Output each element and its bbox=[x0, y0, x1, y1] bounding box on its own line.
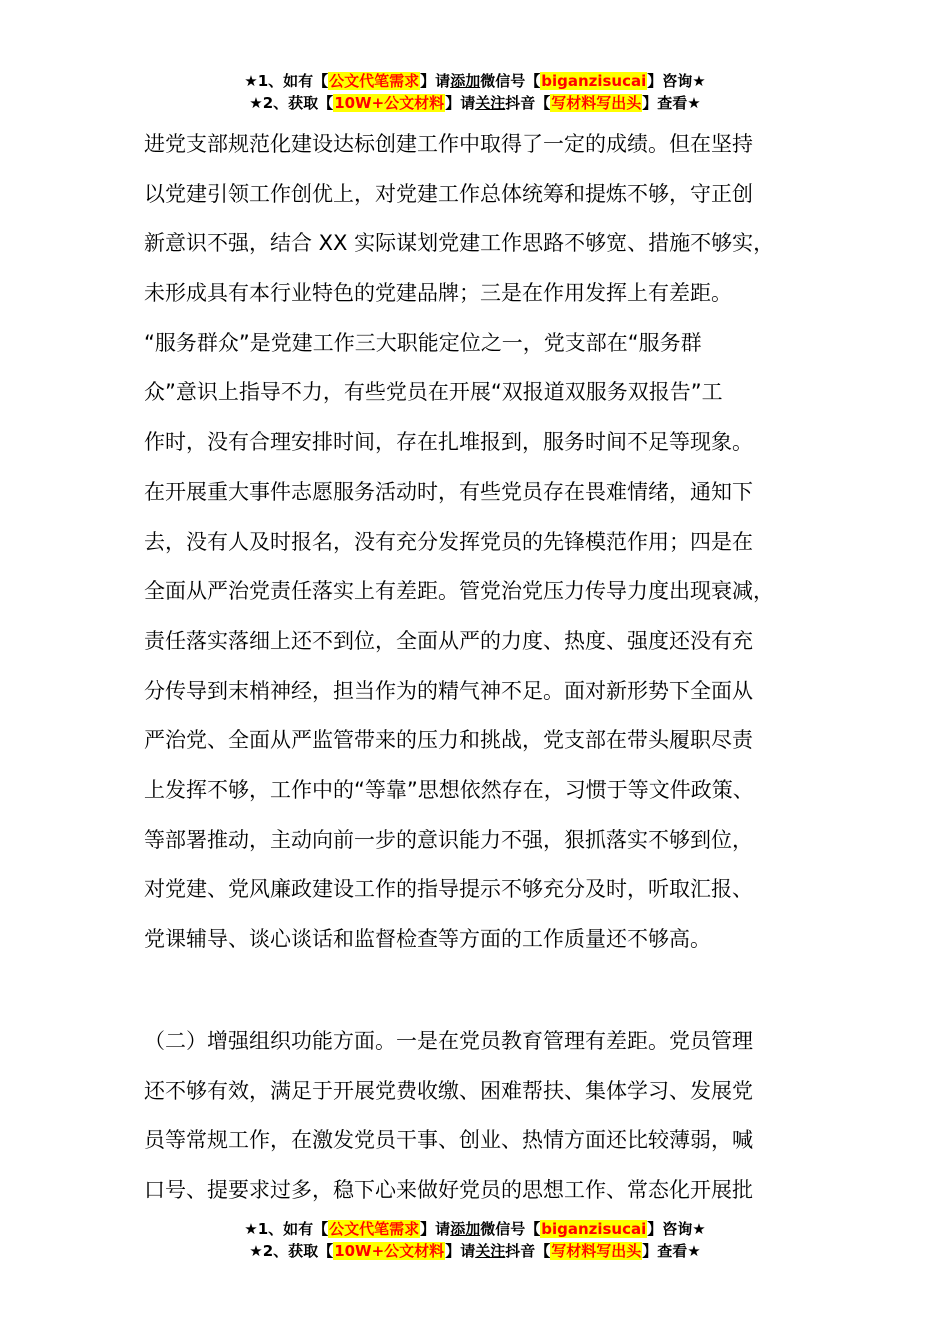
promo-highlight-douyin: 写材料写出头 bbox=[551, 94, 642, 112]
promo-line-2-mid: 】请 bbox=[445, 94, 476, 112]
promo-line-2-suffix: 】查看★ bbox=[642, 1242, 701, 1260]
promo-line-1-suffix: 】咨询★ bbox=[647, 72, 706, 90]
promo-line-2-mid2: 抖音【 bbox=[505, 1242, 551, 1260]
promo-highlight-douyin: 写材料写出头 bbox=[551, 1242, 642, 1260]
promo-line-2-mid: 】请 bbox=[445, 1242, 476, 1260]
promo-line-1-mid2: 微信号【 bbox=[480, 1220, 541, 1238]
promo-line-1 bbox=[0, 1218, 950, 1240]
promo-highlight-materials: 10W+公文材料 bbox=[334, 94, 445, 112]
promo-highlight-wechat-id: biganzisucai bbox=[541, 72, 647, 90]
promo-line-2-suffix: 】查看★ bbox=[642, 94, 701, 112]
promo-underlined-add: 添加 bbox=[450, 72, 481, 90]
promo-line-1 bbox=[0, 70, 950, 92]
text-line: 新意识不强，结合 XX 实际谋划党建工作思路不够宽、措施不够实， bbox=[144, 231, 775, 256]
promo-line-2-prefix: ★2、获取【 bbox=[249, 1242, 334, 1260]
text-line: 作时，没有合理安排时间，存在扎堆报到，服务时间不足等现象。 bbox=[144, 430, 753, 455]
text-line: 分传导到末梢神经，担当作为的精气神不足。面对新形势下全面从 bbox=[144, 678, 753, 703]
promo-line-2 bbox=[0, 92, 950, 114]
text-line: 口号、提要求过多，稳下心来做好党员的思想工作、常态化开展批 bbox=[144, 1178, 753, 1203]
promo-line-2-mid2: 抖音【 bbox=[505, 94, 551, 112]
promo-line-1-mid: 】请 bbox=[420, 1220, 451, 1238]
promo-highlight-wechat-id: biganzisucai bbox=[541, 1220, 647, 1238]
promo-underlined-add: 添加 bbox=[450, 1220, 481, 1238]
promo-underlined-follow: 关注 bbox=[475, 94, 506, 112]
promo-line-1-mid: 】请 bbox=[420, 72, 451, 90]
text-line: 等部署推动，主动向前一步的意识能力不强，狠抓落实不够到位， bbox=[144, 827, 753, 852]
promo-underlined-follow: 关注 bbox=[475, 1242, 506, 1260]
text-line: 严治党、全面从严监管带来的压力和挑战，党支部在带头履职尽责 bbox=[144, 728, 753, 753]
text-line: 去，没有人及时报名，没有充分发挥党员的先锋模范作用；四是在 bbox=[144, 529, 753, 554]
document-paragraph-1 bbox=[144, 120, 834, 965]
text-line: 全面从严治党责任落实上有差距。管党治党压力传导力度出现衰减， bbox=[144, 579, 774, 604]
promo-highlight-ghostwriting: 公文代笔需求 bbox=[329, 72, 420, 90]
promo-line-1-prefix: ★1、如有【 bbox=[244, 1220, 329, 1238]
promo-line-1-mid2: 微信号【 bbox=[480, 72, 541, 90]
promo-line-1-prefix: ★1、如有【 bbox=[244, 72, 329, 90]
text-line: 以党建引领工作创优上，对党建工作总体统筹和提炼不够，守正创 bbox=[144, 181, 753, 206]
promo-highlight-ghostwriting: 公文代笔需求 bbox=[329, 1220, 420, 1238]
footer-promo-banner bbox=[0, 1218, 950, 1262]
header-promo-banner bbox=[0, 70, 950, 114]
text-line: 未形成具有本行业特色的党建品牌；三是在作用发挥上有差距。 bbox=[144, 281, 732, 306]
promo-line-2-prefix: ★2、获取【 bbox=[249, 94, 334, 112]
text-line: 还不够有效，满足于开展党费收缴、困难帮扶、集体学习、发展党 bbox=[144, 1078, 753, 1103]
text-line: （二）增强组织功能方面。一是在党员教育管理有差距。党员管理 bbox=[144, 1029, 753, 1053]
promo-line-2 bbox=[0, 1240, 950, 1262]
promo-highlight-materials: 10W+公文材料 bbox=[334, 1242, 445, 1260]
text-line: 党课辅导、谈心谈话和监督检查等方面的工作质量还不够高。 bbox=[144, 927, 711, 951]
document-paragraph-2 bbox=[144, 1017, 834, 1216]
text-line: 进党支部规范化建设达标创建工作中取得了一定的成绩。但在坚持 bbox=[144, 132, 753, 156]
text-line: 责任落实落细上还不到位，全面从严的力度、热度、强度还没有充 bbox=[144, 628, 753, 653]
text-line: 员等常规工作，在激发党员干事、创业、热情方面还比较薄弱，喊 bbox=[144, 1128, 753, 1153]
promo-line-1-suffix: 】咨询★ bbox=[647, 1220, 706, 1238]
text-line: 在开展重大事件志愿服务活动时，有些党员存在畏难情绪，通知下 bbox=[144, 479, 753, 504]
text-line: 上发挥不够，工作中的“等靠”思想依然存在，习惯于等文件政策、 bbox=[144, 777, 754, 802]
text-line: 众”意识上指导不力，有些党员在开展“双报道双服务双报告”工 bbox=[144, 380, 723, 405]
text-line: “服务群众”是党建工作三大职能定位之一，党支部在“服务群 bbox=[144, 330, 702, 355]
text-line: 对党建、党风廉政建设工作的指导提示不够充分及时，听取汇报、 bbox=[144, 877, 753, 902]
